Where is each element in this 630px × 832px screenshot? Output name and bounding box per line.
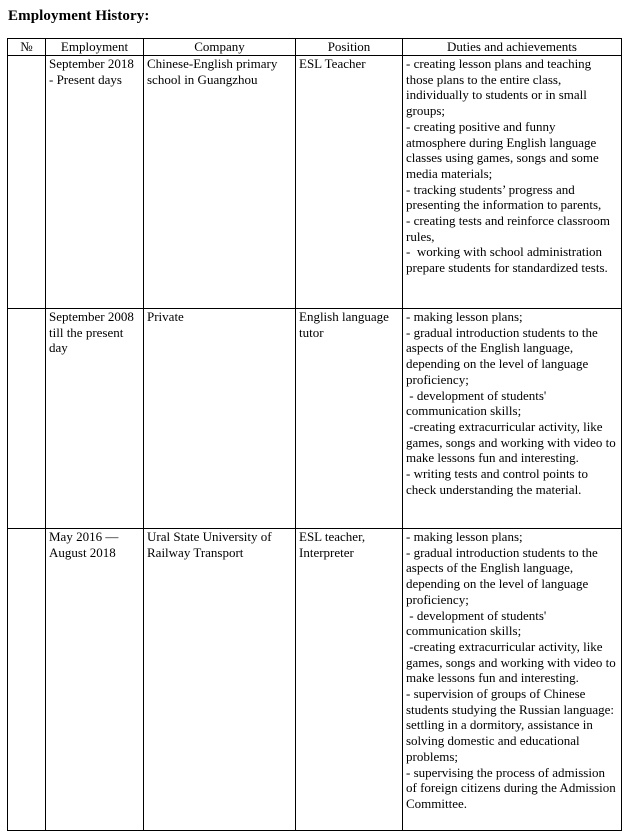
duty-item: - creating tests and reinforce classroom rules, (406, 213, 614, 244)
duty-item: - supervision of groups of Chinese students studying the Russian language: settling in a dormitory, assistance in solving domestic and educational problems; (406, 686, 618, 764)
header-company: Company (144, 39, 296, 56)
cell-position: ESL teacher, Interpreter (296, 529, 403, 831)
header-number: № (8, 39, 46, 56)
duty-item: - writing tests and control points to check understanding the material. (406, 466, 592, 497)
cell-employment: May 2016 — August 2018 (46, 529, 144, 831)
duty-item: - gradual introduction students to the aspects of the English language, depending on the level of language proficiency; (406, 324, 601, 387)
cell-duties (403, 56, 622, 309)
table-row (8, 56, 622, 309)
cell-employment: September 2008 till the present day (46, 309, 144, 529)
duty-item: -creating extracurricular activity, like games, songs and working with video to make lessons fun and interesting. (406, 638, 620, 686)
duty-item: -creating extracurricular activity, like games, songs and working with video to make lessons fun and interesting. (406, 418, 620, 466)
table-row (8, 309, 622, 529)
duty-item: - creating lesson plans and teaching those plans to the entire class, individually to students or in small groups; (406, 56, 595, 119)
cell-number (8, 56, 46, 309)
duty-item: - supervising the process of admission of foreign citizens during the Admission Committee. (406, 764, 620, 811)
cell-duties (403, 309, 622, 529)
duty-item: - creating positive and funny atmosphere during English language classes using games, songs and some media materials; (406, 118, 603, 181)
cell-company: Private (144, 309, 296, 529)
duty-item: - development of students' communication skills; (406, 607, 550, 639)
cell-position: ESL Teacher (296, 56, 403, 309)
table-row (8, 529, 622, 831)
cell-number (8, 309, 46, 529)
duty-item: - working with school administration prepare students for standardized tests. (406, 244, 608, 276)
duty-item: - gradual introduction students to the aspects of the English language, depending on the level of language proficiency; (406, 544, 601, 607)
cell-position: English language tutor (296, 309, 403, 529)
cell-employment: September 2018 - Present days (46, 56, 144, 309)
cell-company: Chinese-English primary school in Guangzhou (144, 56, 296, 309)
duty-item: - making lesson plans; (406, 309, 523, 324)
page-title: Employment History: (8, 8, 150, 24)
cell-company: Ural State University of Railway Transport (144, 529, 296, 831)
duty-item: - development of students' communication skills; (406, 387, 550, 419)
cell-duties (403, 529, 622, 831)
table-header-row (8, 39, 622, 56)
header-position: Position (296, 39, 403, 56)
duty-item: - making lesson plans; (406, 529, 523, 544)
header-employment: Employment (46, 39, 144, 56)
header-duties: Duties and achievements (403, 39, 622, 56)
employment-history-table (7, 38, 622, 831)
duty-item: - tracking students’ progress and presenting the information to parents, (406, 181, 602, 213)
cell-number (8, 529, 46, 831)
